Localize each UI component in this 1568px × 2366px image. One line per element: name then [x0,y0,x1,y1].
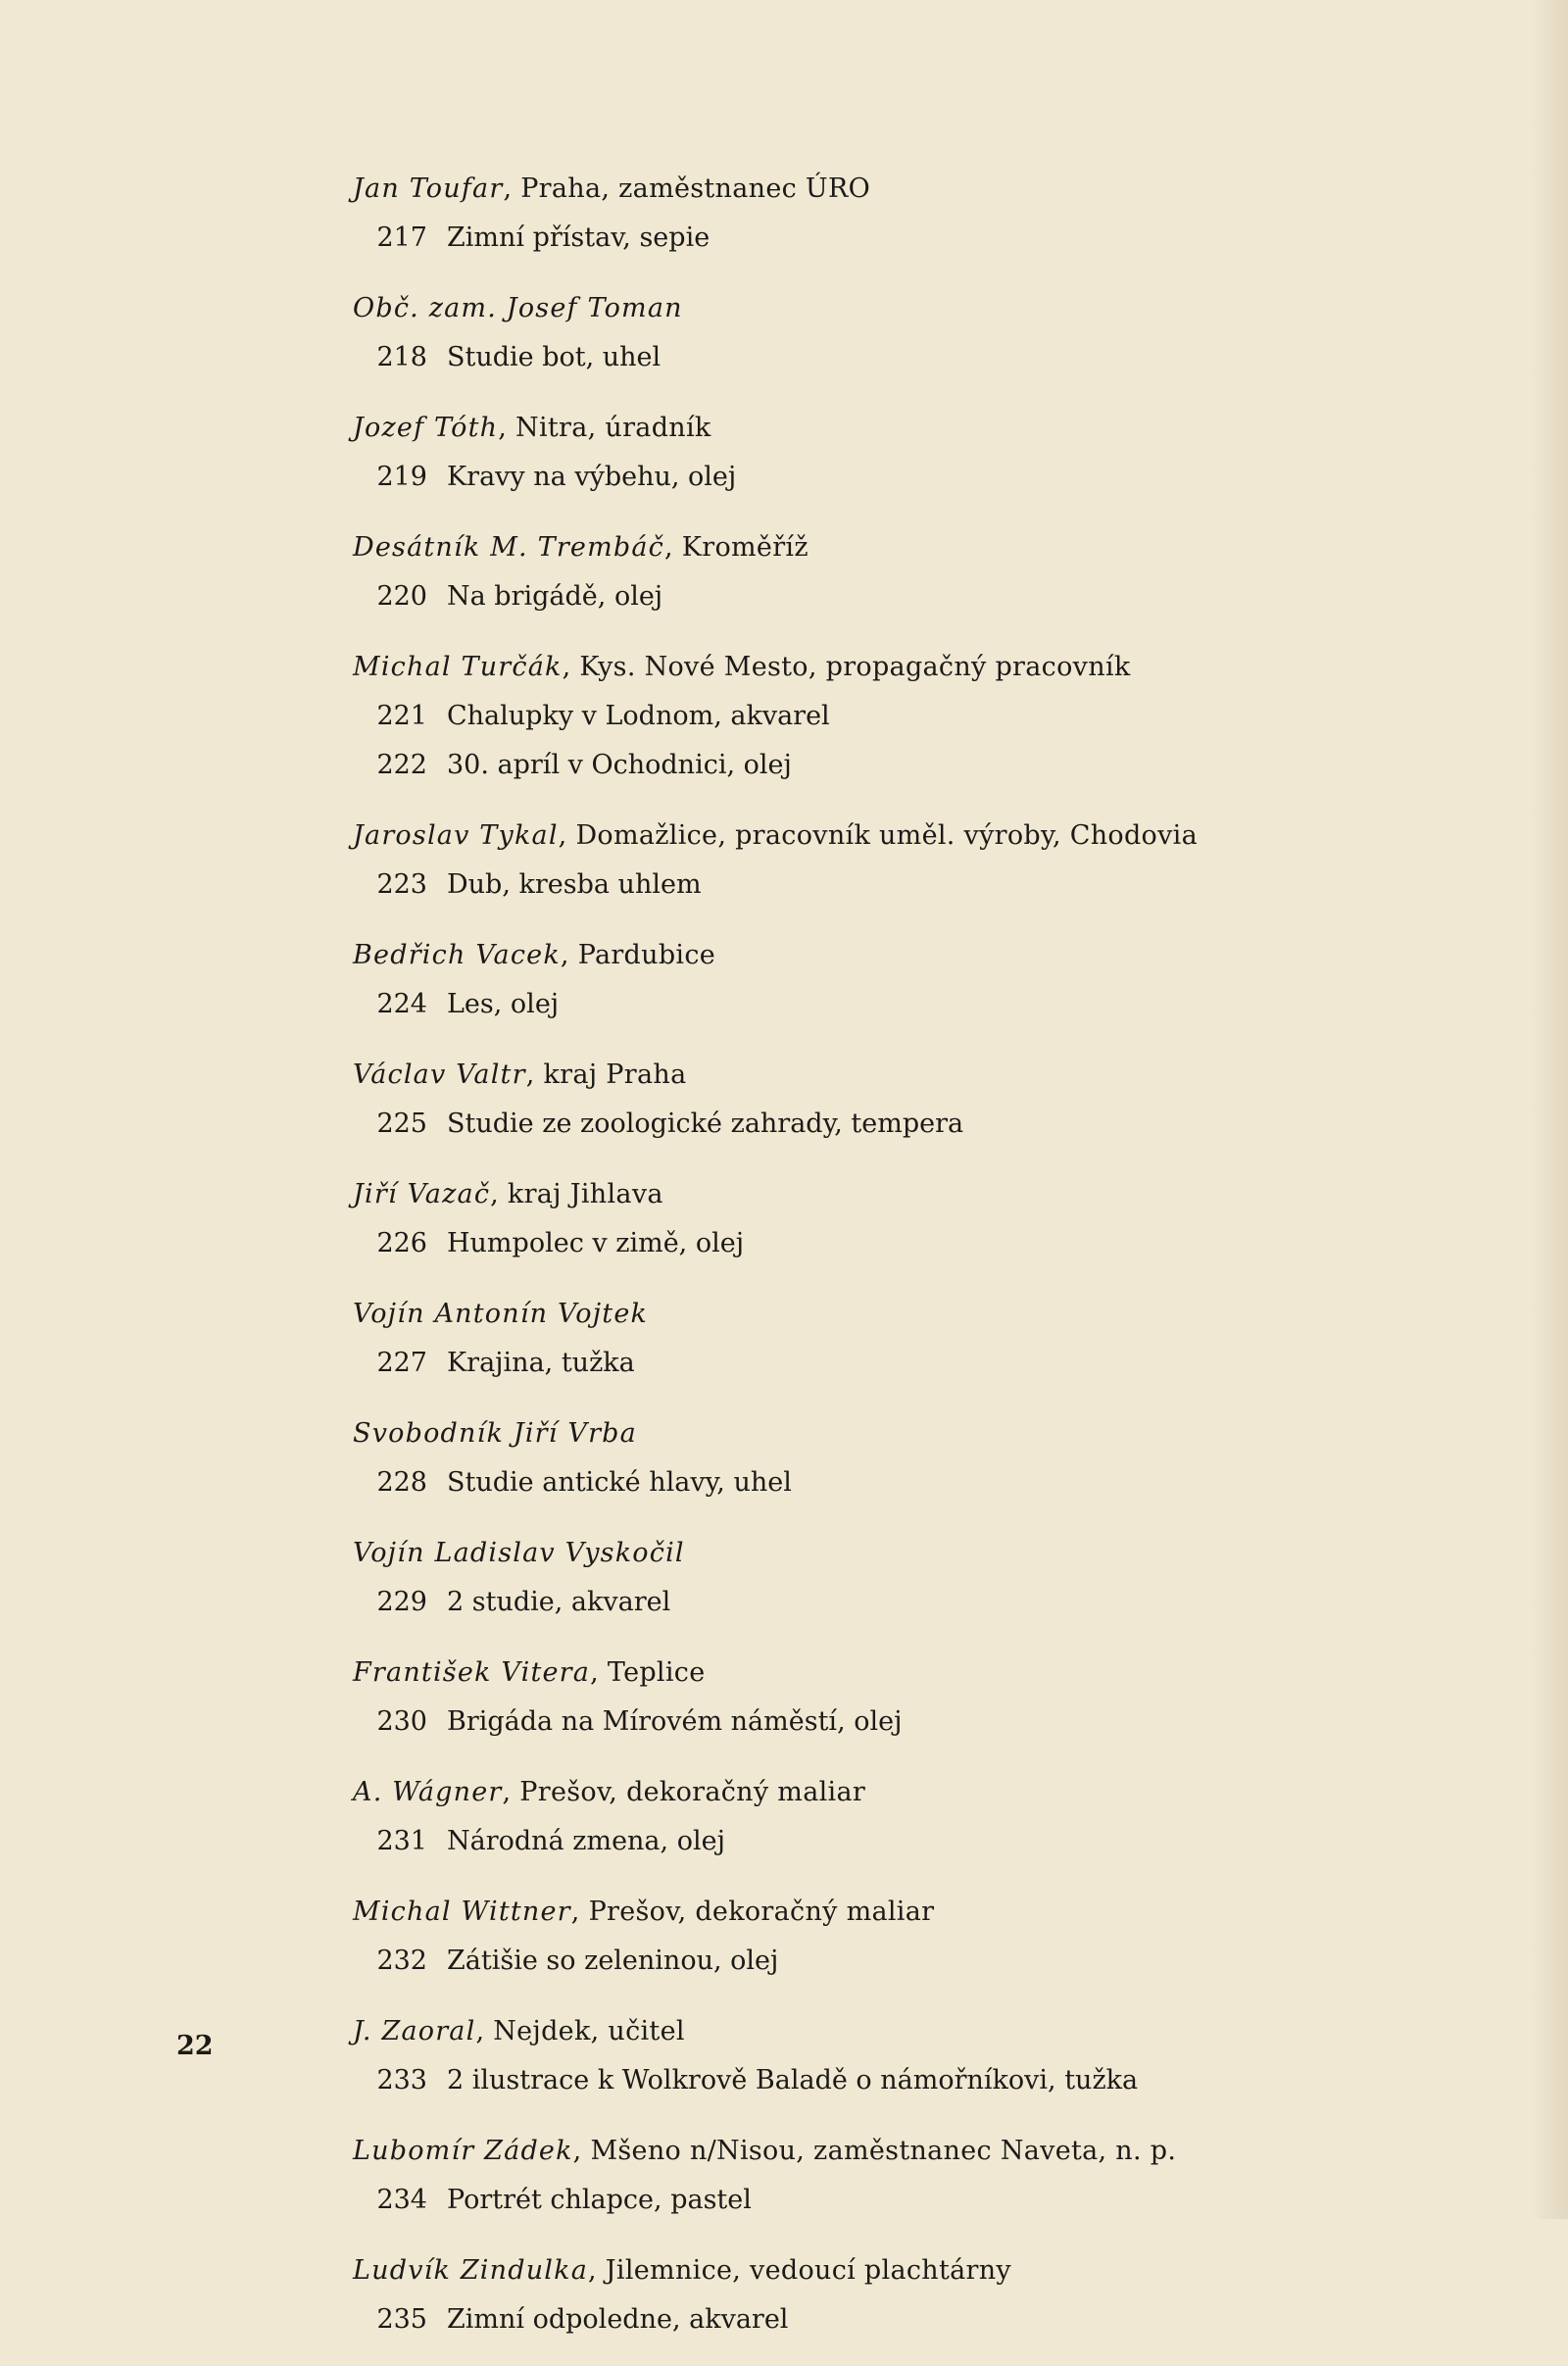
separator: , [475,2016,494,2046]
artist-line [353,931,1450,980]
artist-line [353,284,1450,333]
artwork-title: Národná zmena, olej [447,1826,725,1856]
artist-line [353,1888,1450,1937]
artwork-line [353,741,1450,790]
artist-details: kraj Jihlava [507,1179,663,1209]
artist-name: Jaroslav Tykal [353,820,559,851]
separator: , [525,1060,544,1090]
separator: , [570,1897,589,1927]
artist-details: Mšeno n/Nisou, zaměstnanec Naveta, n. p. [590,2136,1177,2166]
catalog-number: 222 [376,750,427,780]
catalog-entry [353,1768,1450,1866]
artist-name: Jiří Vazač [353,1179,491,1209]
catalog-entry [353,1290,1450,1388]
artwork-title: Dub, kresba uhlem [447,869,702,900]
separator: , [502,1777,520,1807]
page-edge-shadow [1529,0,1568,2219]
artist-name: Michal Wittner [353,1897,571,1927]
artwork-title: Studie bot, uhel [447,342,662,372]
catalog-number: 217 [376,222,427,253]
catalog-number: 234 [376,2185,427,2215]
catalog-entry [353,2007,1450,2105]
artist-line [353,1170,1450,1219]
artist-line [353,1529,1450,1578]
catalog-number: 224 [376,989,427,1019]
catalog-number: 228 [376,1467,427,1498]
catalog-entry [353,931,1450,1029]
artwork-line [353,2295,1450,2344]
artwork-title: Zimní přístav, sepie [447,222,710,253]
artwork-title: Humpolec v zimě, olej [447,1228,745,1258]
artist-line [353,643,1450,692]
artwork-title: Na brigádě, olej [447,581,663,612]
catalog-number: 221 [376,701,427,731]
artist-name: Jozef Tóth [353,413,499,443]
artist-name: Jan Toufar [353,173,504,204]
separator: , [562,652,580,682]
catalog-number: 235 [376,2304,427,2335]
artist-name: Václav Valtr [353,1060,526,1090]
artist-details: Prešov, dekoračný maliar [588,1897,935,1927]
artwork-line [353,1937,1450,1986]
artwork-line [353,2056,1450,2105]
artwork-line [353,861,1450,910]
artwork-line [353,1100,1450,1149]
artist-details: Pardubice [577,940,716,970]
artwork-line [353,1578,1450,1627]
artwork-title: 2 studie, akvarel [447,1587,671,1617]
artist-name: Svobodník Jiří Vrba [353,1418,637,1449]
catalog-entry [353,1888,1450,1986]
artist-details: Nitra, úradník [515,413,711,443]
artwork-line [353,692,1450,741]
artwork-title: Studie antické hlavy, uhel [447,1467,792,1498]
separator: , [490,1179,508,1209]
artist-line [353,523,1450,572]
artwork-line [353,1817,1450,1866]
catalog-number: 231 [376,1826,427,1856]
catalog-entry [353,2127,1450,2225]
artist-details: Nejdek, učitel [493,2016,685,2046]
artist-name: Bedřich Vacek [353,940,561,970]
catalog-number: 229 [376,1587,427,1617]
artist-line [353,404,1450,453]
artist-name: František Vitera [353,1657,591,1688]
catalog-entry [353,165,1450,263]
artwork-title: Chalupky v Lodnom, akvarel [447,701,830,731]
artist-name: A. Wágner [353,1777,503,1807]
catalog-entry [353,523,1450,621]
artwork-title: Brigáda na Mírovém náměstí, olej [447,1706,903,1737]
artwork-line [353,453,1450,502]
artwork-title: Portrét chlapce, pastel [447,2185,752,2215]
artist-details: Teplice [607,1657,706,1688]
catalog-entry [353,643,1450,790]
artist-details: Jilemnice, vedoucí plachtárny [605,2255,1011,2286]
separator: , [590,1657,608,1688]
catalog-number: 230 [376,1706,427,1737]
artist-name: Obč. zam. Josef Toman [353,293,683,323]
artwork-title: Zátišie so zeleninou, olej [447,1946,779,1976]
artwork-title: 30. apríl v Ochodnici, olej [447,750,792,780]
separator: , [503,173,521,204]
artwork-title: Kravy na výbehu, olej [447,462,737,492]
artwork-line [353,1458,1450,1507]
separator: , [664,532,682,563]
catalog-entry [353,284,1450,382]
artwork-line [353,1219,1450,1268]
separator: , [572,2136,591,2166]
artist-line [353,812,1450,861]
artwork-title: Les, olej [447,989,560,1019]
artist-name: Ludvík Zindulka [353,2255,588,2286]
artist-details: Prešov, dekoračný maliar [519,1777,866,1807]
artist-details: Kroměříž [681,532,808,563]
exhibition-catalog-list [353,165,1450,2366]
separator: , [498,413,516,443]
artwork-line [353,572,1450,621]
artist-line [353,1649,1450,1698]
catalog-number: 218 [376,342,427,372]
page-number: 22 [176,2031,214,2061]
artist-details: Praha, zaměstnanec ÚRO [520,173,871,204]
artist-name: Vojín Ladislav Vyskočil [353,1538,685,1568]
artist-line [353,2246,1450,2295]
catalog-number: 233 [376,2065,427,2095]
catalog-entry [353,1529,1450,1627]
artwork-line [353,1339,1450,1388]
artist-name: Vojín Antonín Vojtek [353,1299,649,1329]
artwork-line [353,214,1450,263]
artwork-title: 2 ilustrace k Wolkrově Baladě o námořníkovi, tužka [447,2065,1139,2095]
artist-line [353,1768,1450,1817]
artist-details: Kys. Nové Mesto, propagačný pracovník [579,652,1131,682]
catalog-entry [353,1051,1450,1149]
artist-details: kraj Praha [543,1060,687,1090]
catalog-entry [353,404,1450,502]
catalog-number: 226 [376,1228,427,1258]
artist-line [353,1051,1450,1100]
artwork-line [353,333,1450,382]
catalog-number: 220 [376,581,427,612]
catalog-number: 232 [376,1946,427,1976]
artist-line [353,1409,1450,1458]
artist-line [353,165,1450,214]
catalog-entry [353,812,1450,910]
artist-name: J. Zaoral [353,2016,476,2046]
artist-line [353,2127,1450,2176]
artist-name: Michal Turčák [353,652,563,682]
artist-line [353,1290,1450,1339]
artwork-title: Studie ze zoologické zahrady, tempera [447,1109,964,1139]
artist-name: Lubomír Zádek [353,2136,573,2166]
catalog-entry [353,2246,1450,2344]
artwork-line [353,2176,1450,2225]
separator: , [560,940,578,970]
catalog-entry [353,1170,1450,1268]
artwork-title: Zimní odpoledne, akvarel [447,2304,789,2335]
catalog-number: 227 [376,1348,427,1378]
artwork-line [353,980,1450,1029]
catalog-entry [353,1649,1450,1747]
catalog-number: 223 [376,869,427,900]
artwork-line [353,1698,1450,1747]
artist-name: Desátník M. Trembáč [353,532,665,563]
separator: , [588,2255,606,2286]
artist-details: Domažlice, pracovník uměl. výroby, Chodovia [575,820,1198,851]
catalog-number: 225 [376,1109,427,1139]
artwork-title: Krajina, tužka [447,1348,635,1378]
catalog-entry [353,1409,1450,1507]
catalog-number: 219 [376,462,427,492]
separator: , [558,820,576,851]
artist-line [353,2007,1450,2056]
